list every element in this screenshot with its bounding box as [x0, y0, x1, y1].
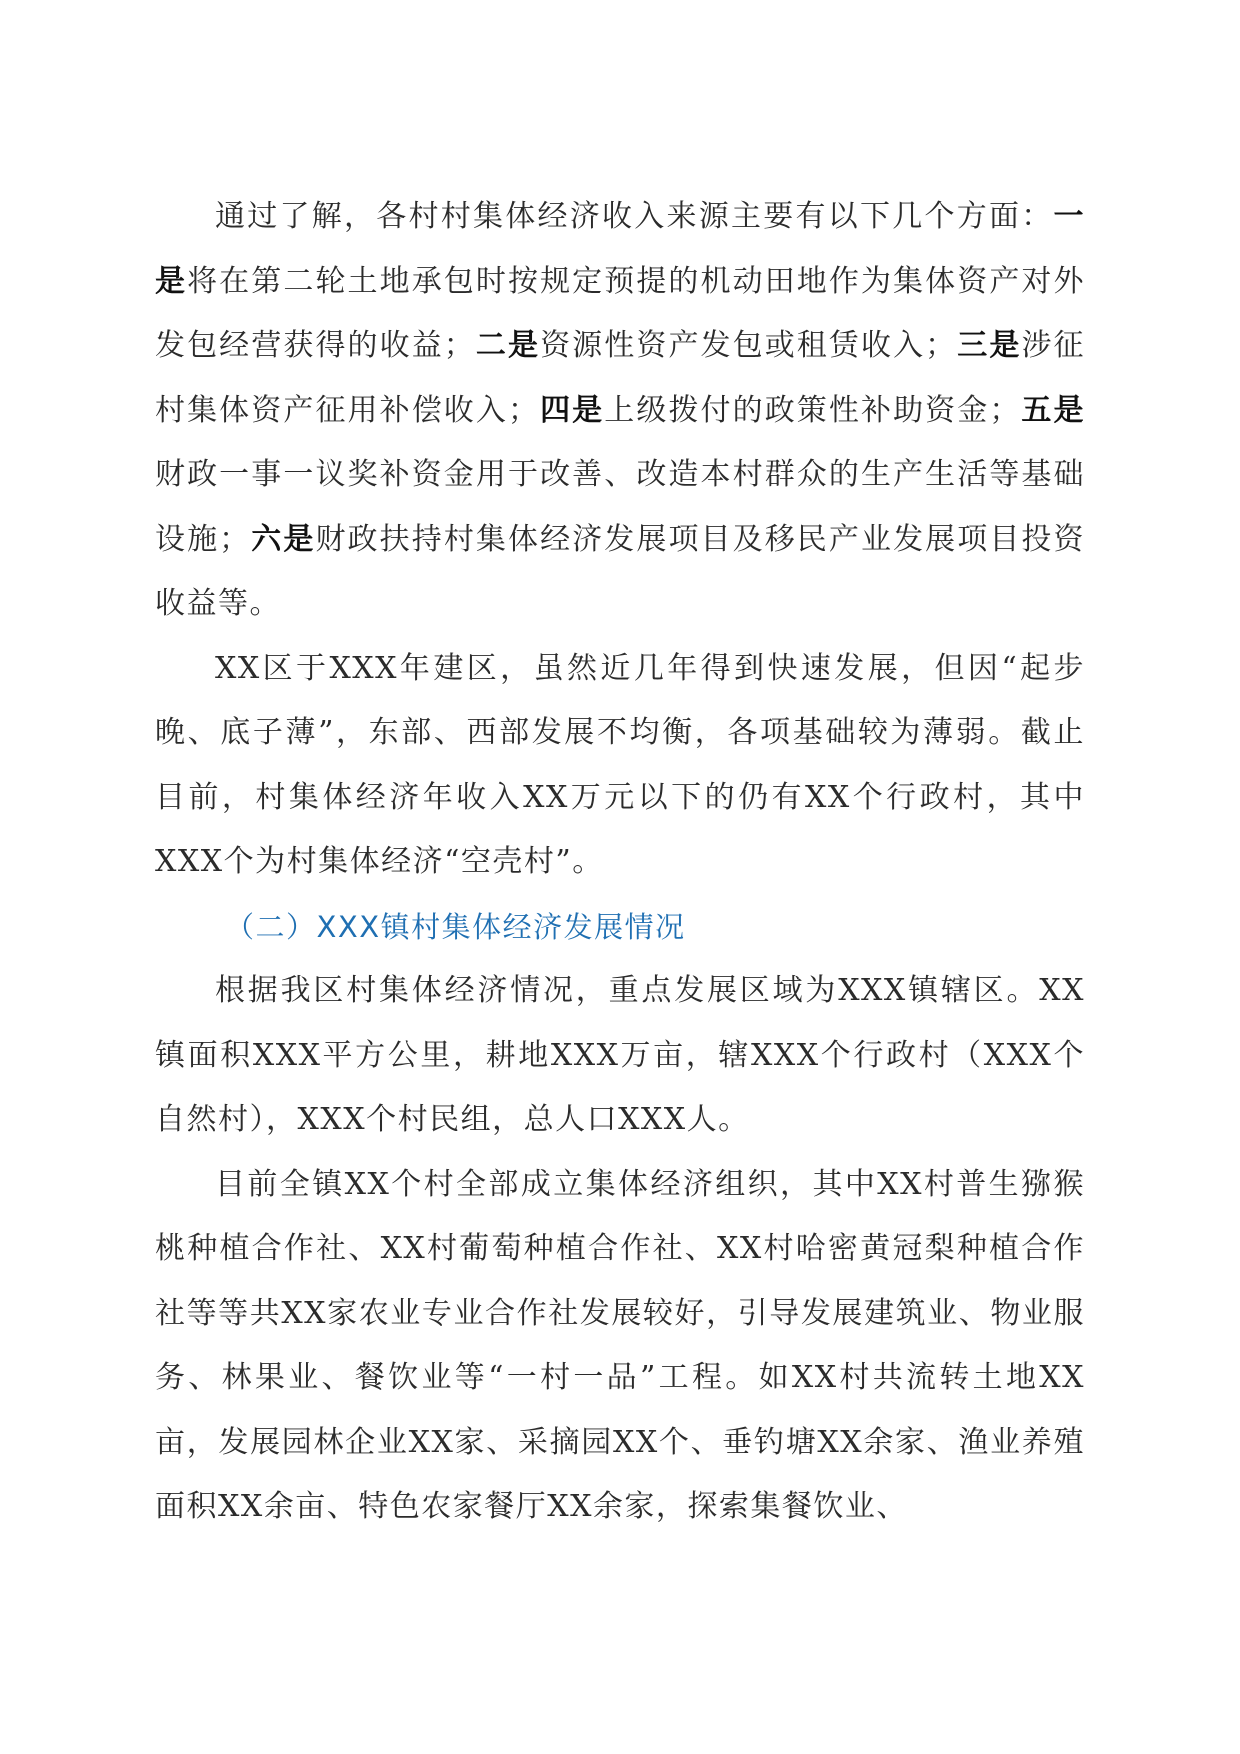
paragraph-cooperatives: 目前全镇XX个村全部成立集体经济组织，其中XX村普生猕猴桃种植合作社、XX村葡萄种植合作社、XX村哈密黄冠梨种植合作社等等共XX家农业专业合作社发展较好，引导发展建筑业、物业服务、林果业、餐饮业等“一村一品”工程。如XX村共流转土地XX亩，发展园林企业XX家、采摘园XX个、垂钓塘XX余家、渔业养殖面积XX余亩、特色农家餐厅XX余家，探索集餐饮业、	[155, 1166, 1085, 1524]
item-label: 四是	[539, 392, 605, 428]
paragraph-intro: 通过了解，各村村集体经济收入来源主要有以下几个方面：	[215, 199, 1054, 234]
item-label: 二是	[475, 328, 541, 363]
paragraph-income-sources	[155, 185, 1085, 637]
item-text: 资源性资产发包或租赁收入；	[540, 328, 957, 363]
paragraph-town-overview: 根据我区村集体经济情况，重点发展区域为XXX镇辖区。XX镇面积XXX平方公里，耕地XXX万亩，辖XXX个行政村（XXX个自然村），XXX个村民组，总人口XXX人。	[155, 973, 1085, 1137]
item-label: 一是	[155, 199, 1085, 299]
item-text: 财政一事一议奖补资金用于改善、改造本村群众的生产生活等基础设施；	[155, 457, 1085, 557]
paragraph-district-overview: XX区于XXX年建区，虽然近几年得到快速发展，但因“起步晚、底子薄”，东部、西部发展不均衡，各项基础较为薄弱。截止目前，村集体经济年收入XX万元以下的仍有XX个行政村，其中XXX个为村集体经济“空壳村”。	[155, 650, 1085, 879]
item-label: 六是	[250, 521, 316, 557]
item-text: 上级拨付的政策性补助资金；	[604, 392, 1021, 428]
item-text: 财政扶持村集体经济发展项目及移民产业发展项目投资收益等。	[155, 521, 1086, 621]
item-label: 五是	[1020, 392, 1086, 428]
item-label: 三是	[956, 328, 1022, 363]
item-text: 将在第二轮土地承包时按规定预提的机动田地作为集体资产对外发包经营获得的收益；	[155, 263, 1086, 363]
document-body	[155, 185, 1085, 1540]
item-text: 涉征村集体资产征用补偿收入；	[155, 328, 1086, 428]
section-heading: （二）XXX镇村集体经济发展情况	[225, 909, 686, 944]
